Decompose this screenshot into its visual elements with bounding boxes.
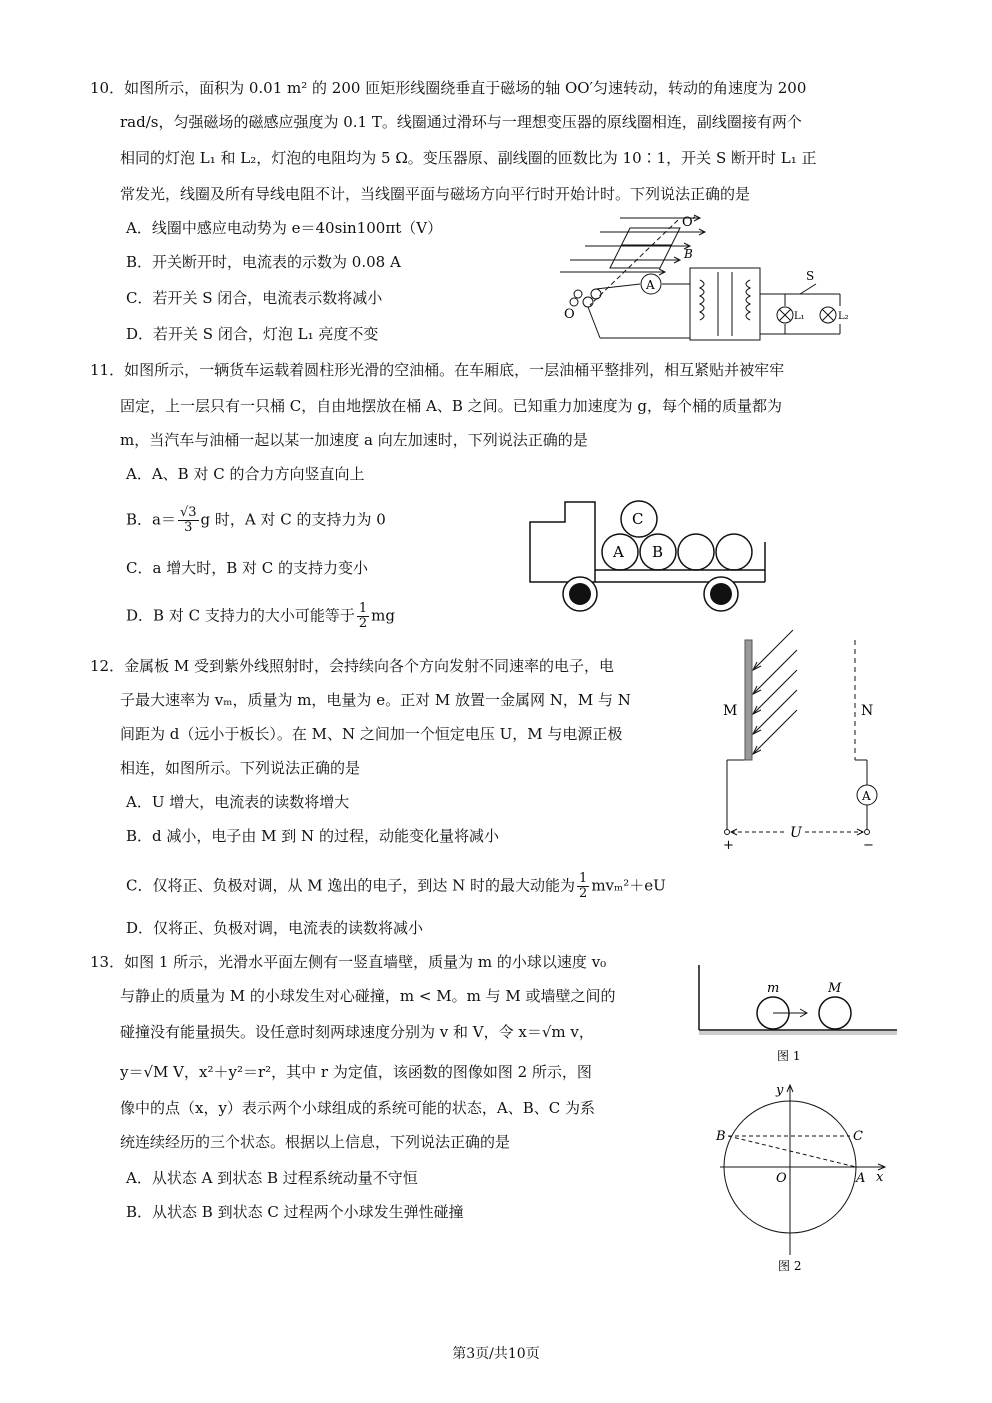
q12-label-plus: + [723,838,734,853]
q11-option-d[interactable] [126,602,395,631]
q10-label-s: S [806,269,815,283]
q11-line-1: 11．如图所示，一辆货车运载着圆柱形光滑的空油桶。在车厢底，一层油桶平整排列，相互紧贴并被牢牢 [90,361,785,379]
q11-option-d-post: mg [371,606,395,625]
q13-fig2-caption: 图 2 [778,1259,802,1273]
q10-ammeter-label: A [646,278,655,292]
q10-line-3: 相同的灯泡 L₁ 和 L₂，灯泡的电阻均为 5 Ω。变压器原、副线圈的匝数比为 10∶1，开关 S 断开时 L₁ 正 [120,149,817,167]
q10-label-l2: L₂ [838,311,849,322]
q11-option-d-fraction [357,602,369,631]
q12-option-c-den: 2 [579,886,588,901]
q13-line-5: 像中的点（x，y）表示两个小球组成的系统可能的状态，A、B、C 为系 [120,1099,596,1117]
q12-line-4: 相连，如图所示。下列说法正确的是 [120,759,361,777]
q13-fig2-label-x: x [876,1170,884,1185]
q10-label-l1: L₁ [794,311,805,322]
q12-label-minus: − [863,838,874,853]
q13-line-6: 统连续经历的三个状态。根据以上信息，下列说法正确的是 [120,1133,511,1151]
q10-label-o-prime: O′ [682,215,696,230]
q10-circuit-figure [560,210,860,350]
page-footer: 第3页/共10页 [452,1346,540,1362]
q10-line-2: rad/s，匀强磁场的磁感应强度为 0.1 T。线圈通过滑环与一理想变压器的原线圈相连，副线圈接有两个 [120,113,802,131]
q12-line-1: 12．金属板 M 受到紫外线照射时，会持续向各个方向发射不同速率的电子，电 [90,657,614,675]
q13-fig1-label-m: m [767,981,780,996]
q13-option-b[interactable]: B．从状态 B 到状态 C 过程两个小球发生弹性碰撞 [126,1203,464,1221]
q11-option-b-den: 3 [184,520,193,535]
q12-option-c-pre: C．仅将正、负极对调，从 M 逸出的电子，到达 N 时的最大动能为 [126,876,576,895]
q12-line-2: 子最大速率为 vₘ，质量为 m，电量为 e。正对 M 放置一金属网 N，M 与 N [120,691,631,709]
q11-truck-figure [525,492,785,617]
q13-fig1-caption: 图 1 [777,1049,801,1063]
q12-label-n: N [861,703,874,719]
q12-option-c-num: 1 [579,871,588,886]
q13-fig2-label-c: C [853,1129,863,1144]
q12-plates-figure [715,625,895,855]
q11-label-b: B [652,543,664,561]
q11-option-b-fraction [178,506,199,535]
q10-label-o: O [564,307,575,322]
q11-label-c: C [632,510,644,528]
q10-label-b: B [684,247,693,261]
q13-line-1: 13．如图 1 所示，光滑水平面左侧有一竖直墙壁，质量为 m 的小球以速度 v₀ [90,953,607,971]
q10-line-1: 10．如图所示，面积为 0.01 m² 的 200 匝矩形线圈绕垂直于磁场的轴 OO′匀速转动，转动的角速度为 200 [90,79,807,97]
q11-option-b-post: g 时，A 对 C 的支持力为 0 [200,510,386,529]
q12-option-c-post: mvₘ²＋eU [591,876,666,895]
q10-option-a[interactable]: A．线圈中感应电动势为 e＝40sin100πt（V） [126,219,443,237]
q11-option-b-num: √3 [179,505,197,520]
q11-option-d-pre: D．B 对 C 支持力的大小可能等于 [126,606,355,625]
q10-option-c[interactable]: C．若开关 S 闭合，电流表示数将减小 [126,289,383,307]
q11-option-c[interactable]: C．a 增大时，B 对 C 的支持力变小 [126,559,368,577]
q11-option-b[interactable] [126,506,386,535]
q13-line-3: 碰撞没有能量损失。设任意时刻两球速度分别为 v 和 V，令 x＝√m v， [120,1023,594,1041]
q12-label-m: M [723,703,738,719]
q12-option-b[interactable]: B．d 减小，电子由 M 到 N 的过程，动能变化量将减小 [126,827,499,845]
q13-fig2-label-a: A [856,1171,866,1186]
q10-option-d[interactable]: D．若开关 S 闭合，灯泡 L₁ 亮度不变 [126,325,379,343]
q11-line-2: 固定，上一层只有一只桶 C，自由地摆放在桶 A、B 之间。已知重力加速度为 g，每个桶的质量都为 [120,397,783,415]
q13-figure-2 [710,1080,895,1280]
q10-line-4: 常发光，线圈及所有导线电阻不计，当线圈平面与磁场方向平行时开始计时。下列说法正确的是 [120,185,751,203]
q10-option-b[interactable]: B．开关断开时，电流表的示数为 0.08 A [126,253,401,271]
q12-option-a[interactable]: A．U 增大，电流表的读数将增大 [126,793,350,811]
q12-line-3: 间距为 d（远小于板长）。在 M、N 之间加一个恒定电压 U，M 与电源正极 [120,725,623,743]
q12-ammeter-label: A [862,789,871,803]
q11-label-a: A [613,543,624,561]
q12-option-d[interactable]: D．仅将正、负极对调，电流表的读数将减小 [126,919,424,937]
q13-line-2: 与静止的质量为 M 的小球发生对心碰撞，m < M。m 与 M 或墙壁之间的 [120,987,616,1005]
q13-fig1-label-M: M [828,981,842,996]
q13-fig2-label-o: O [776,1171,787,1186]
q13-line-4: y＝√M V，x²＋y²＝r²，其中 r 为定值，该函数的图像如图 2 所示，图 [120,1063,592,1081]
q12-label-u: U [790,825,802,841]
q11-option-a[interactable]: A．A、B 对 C 的合力方向竖直向上 [126,465,365,483]
q11-option-b-pre: B．a＝ [126,510,176,529]
q12-option-c-fraction [577,872,589,901]
q11-option-d-den: 2 [358,616,368,631]
q13-figure-1 [695,960,900,1070]
q13-fig2-label-b: B [716,1129,726,1144]
q11-option-d-num: 1 [358,601,368,616]
q13-option-a[interactable]: A．从状态 A 到状态 B 过程系统动量不守恒 [126,1169,418,1187]
q11-line-3: m，当汽车与油桶一起以某一加速度 a 向左加速时，下列说法正确的是 [120,431,588,449]
q13-fig2-label-y: y [776,1083,784,1098]
q12-option-c[interactable] [126,872,666,901]
